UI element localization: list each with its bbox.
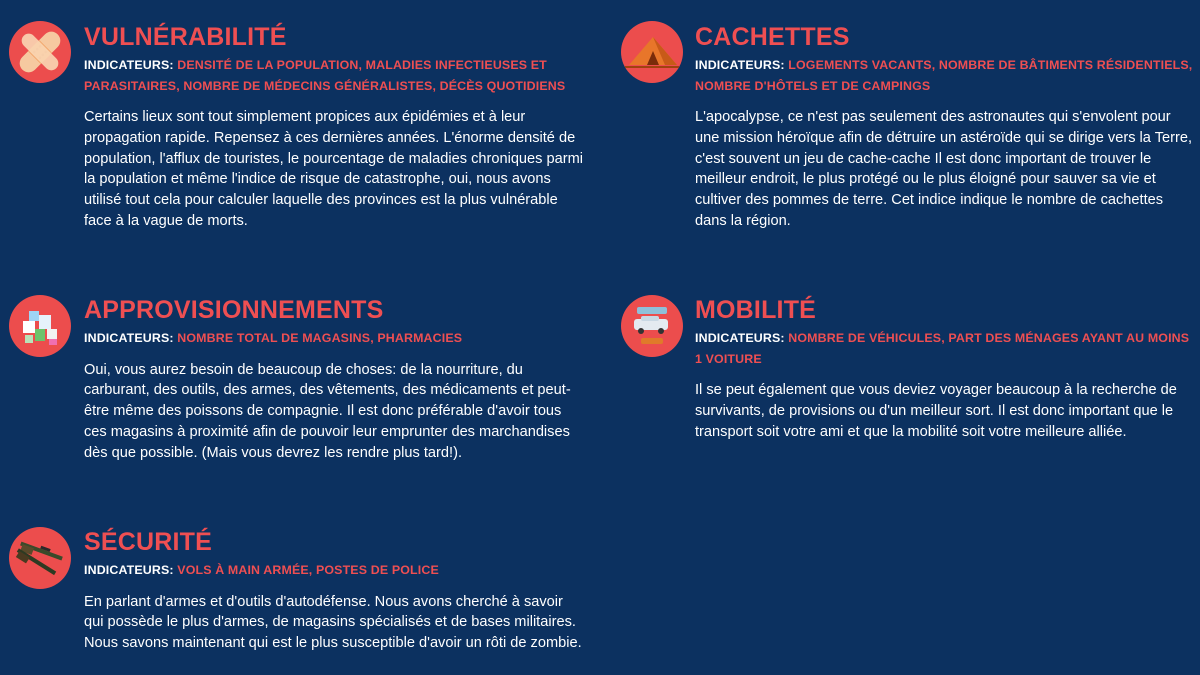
indicators: INDICATEURS: DENSITÉ DE LA POPULATION, MALADIES INFECTIEUSES ET PARASITAIRES, NOMBRE DE MÉDECINS GÉNÉRALISTES, DÉCÈS QUOTIDIENS bbox=[84, 58, 566, 93]
section-title: CACHETTES bbox=[695, 23, 850, 51]
section-title: MOBILITÉ bbox=[695, 296, 817, 324]
section-body: L'apocalypse, ce n'est pas seulement des astronautes qui s'envolent pour une mission héroïque afin de détruire un astéroïde qui se dirige vers la Terre, c'est souvent un jeu de cache-cache Il est donc important de trouver le meilleur endroit, le plus protégé ou le plus éloigné pour sauver sa vie et cultiver des pommes de terre. Cet indice indique le nombre de cachettes dans la région. bbox=[695, 109, 1193, 229]
section-body: En parlant d'armes et d'outils d'autodéfense. Nous avons cherché à savoir qui possède le plus d'armes, de magasins spécialisés et de bases militaires. Nous savons maintenant qui est le plus susceptible d'avoir un rôti de zombie. bbox=[84, 593, 582, 652]
indicators: INDICATEURS: VOLS À MAIN ARMÉE, POSTES DE POLICE bbox=[84, 563, 439, 577]
tent-icon bbox=[621, 21, 683, 83]
indicators: INDICATEURS: LOGEMENTS VACANTS, NOMBRE DE BÂTIMENTS RÉSIDENTIELS, NOMBRE D'HÔTELS ET DE CAMPINGS bbox=[695, 58, 1193, 93]
section-title: VULNÉRABILITÉ bbox=[84, 23, 287, 51]
section-title: SÉCURITÉ bbox=[84, 528, 213, 556]
section-title: APPROVISIONNEMENTS bbox=[84, 296, 384, 324]
supplies-icon bbox=[9, 295, 71, 357]
section-body: Certains lieux sont tout simplement propices aux épidémies et à leur propagation rapide. Repensez à ces dernières années. L'énorme densité de population, l'afflux de touristes, le pourcentage de maladies chroniques parmi la population et même l'indice de risque de catastrophe, oui, nous avons utilisé tout cela pour calculer laquelle des provinces est la plus vulnérable face à la vague de morts. bbox=[84, 109, 584, 229]
vehicles-icon bbox=[621, 295, 683, 357]
rifles-icon bbox=[9, 527, 71, 589]
bandage-icon bbox=[9, 21, 71, 83]
indicators: INDICATEURS: NOMBRE DE VÉHICULES, PART DES MÉNAGES AYANT AU MOINS 1 VOITURE bbox=[695, 331, 1190, 366]
indicators: INDICATEURS: NOMBRE TOTAL DE MAGASINS, PHARMACIES bbox=[84, 331, 463, 345]
section-body: Il se peut également que vous deviez voyager beaucoup à la recherche de survivants, de provisions ou d'un meilleur sort. Il est donc important que le transport soit votre ami et que la mobilité soit votre meilleure alliée. bbox=[695, 382, 1177, 440]
section-body: Oui, vous aurez besoin de beaucoup de choses: de la nourriture, du carburant, des outils, des armes, des vêtements, des médicaments et peut-être même des poissons de compagnie. Il est donc préférable d'avoir tous ces magasins à proximité afin de pouvoir leur emprunter des marchandises dès que possible. (Mais vous devrez les rendre plus tard!). bbox=[84, 361, 571, 461]
